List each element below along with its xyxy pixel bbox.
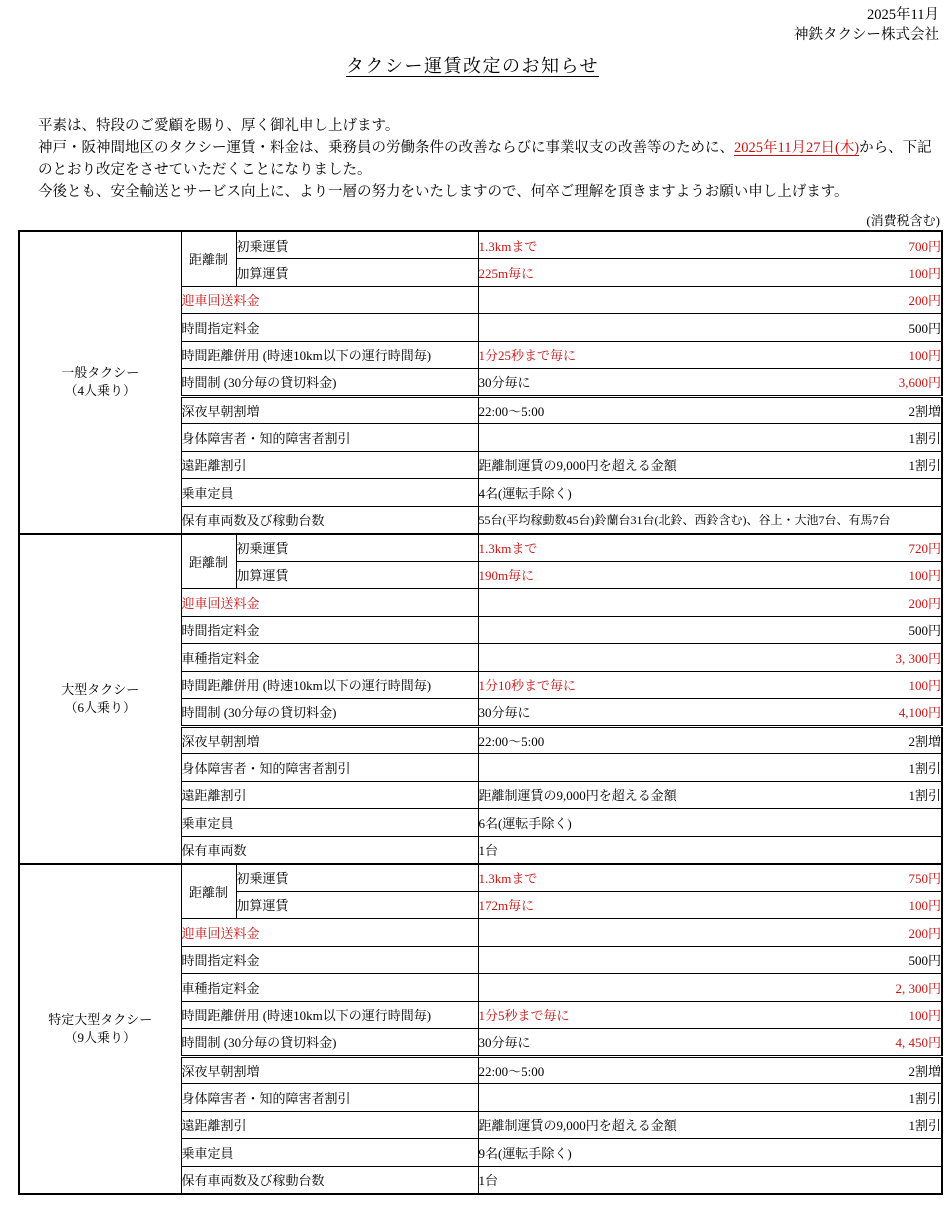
fare-item-cell: 保有車両数及び稼動台数 [181,506,478,534]
fare-value-cell [478,534,942,562]
fare-amount-text: 1割引 [908,760,941,776]
fare-value-wrap [479,978,942,997]
document-header [0,0,945,45]
fare-value-cell [478,1111,942,1139]
fare-item-cell: 遠距離割引 [181,451,478,479]
fare-condition-text: 172m毎に [478,898,535,914]
fare-item-cell: 迎車回送料金 [181,286,478,314]
company-name: 神鉄タクシー株式会社 [794,27,939,43]
fare-value-cell [478,974,942,1002]
section-category: 一般タクシー [61,365,140,381]
fare-item-cell: 保有車両数 [181,836,478,864]
fare-condition-text: 22:00～5:00 [478,403,545,419]
fare-item-cell: 時間制 (30分毎の貸切料金) [181,369,478,397]
fare-row [19,231,942,259]
fare-item-cell: 乗車定員 [181,1139,478,1167]
fare-value-wrap [479,813,942,832]
fare-item-cell: 時間指定料金 [181,946,478,974]
fare-value-wrap [479,620,942,639]
intro-paragraph [38,115,939,203]
fare-condition-text: 1台 [478,1173,499,1188]
fare-condition-text: 30分毎に [478,375,531,391]
fare-amount-text: 1割引 [908,1118,941,1134]
fare-condition-text: 30分毎に [478,1035,531,1051]
fare-item-cell: 深夜早朝割増 [181,396,478,424]
fare-value-cell [478,919,942,947]
fare-value-wrap [479,648,942,667]
fare-amount-text: 1割引 [908,1090,941,1106]
fare-item-cell: 車種指定料金 [181,644,478,672]
fare-condition-text: 1.3kmまで [478,238,538,254]
fare-value-cell [478,286,942,314]
fare-amount-text: 500円 [908,320,941,336]
fare-value-wrap [479,538,942,557]
section-label-cell [19,534,181,864]
fare-amount-text: 100円 [908,1008,941,1024]
fare-value-wrap [479,318,942,337]
fare-amount-text: 500円 [908,623,941,639]
fare-value-wrap [479,593,942,612]
fare-value-wrap [479,731,942,750]
fare-value-cell [478,1139,942,1167]
intro-line2-prefix: 神戸・阪神間地区のタクシー運賃・料金は、乗務員の労働条件の改善ならびに事業収支の改善等のために、 [38,140,734,156]
fare-amount-text: 750円 [908,871,941,886]
page-title [0,52,945,78]
fare-value-wrap [479,428,942,447]
fare-amount-text: 200円 [908,293,941,309]
fare-amount-text: 3,600円 [898,375,941,391]
fare-item-cell: 身体障害者・知的障害者割引 [181,1084,478,1112]
fare-value-cell [478,754,942,782]
fare-value-wrap [479,950,942,969]
fare-value-cell [478,1084,942,1112]
fare-amount-text: 3, 300円 [895,650,941,666]
fare-amount-text: 1割引 [908,458,941,474]
fare-value-wrap [479,702,942,721]
fare-value-wrap [479,1170,942,1189]
fare-value-wrap [479,565,942,584]
fare-condition-text: 22:00～5:00 [478,1063,545,1079]
fare-basis-cell: 距離制 [181,231,236,286]
fare-value-wrap [479,455,942,474]
fare-value-cell [478,836,942,864]
fare-value-wrap [479,1115,942,1134]
fare-amount-text: 2, 300円 [895,980,941,996]
fare-condition-text: 距離制運賃の9,000円を超える金額 [478,1118,677,1134]
fare-value-cell [478,589,942,617]
fare-value-wrap [479,785,942,804]
fare-row [19,864,942,892]
section-capacity: （9人乗り） [64,1029,136,1045]
fare-value-cell [478,506,942,534]
fare-item-cell: 身体障害者・知的障害者割引 [181,424,478,452]
fare-value-cell [478,479,942,507]
fare-condition-text: 1分10秒まで毎に [478,678,577,694]
fare-condition-text: 1台 [478,843,499,858]
fare-condition-text: 1.3kmまで [478,541,538,556]
fare-item-cell: 遠距離割引 [181,1111,478,1139]
fare-amount-text: 500円 [908,953,941,969]
fare-amount-text: 200円 [908,595,941,611]
fare-condition-text: 6名(運転手除く) [478,815,572,831]
fare-condition-text: 4名(運転手除く) [478,485,572,501]
fare-value-cell [478,341,942,369]
intro-line-1: 平素は、特段のご愛顧を賜り、厚く御礼申し上げます。 [38,118,400,134]
fare-value-wrap [479,1061,942,1080]
fare-value-cell [478,671,942,699]
fare-item-cell: 深夜早朝割増 [181,726,478,754]
fare-item-cell: 初乗運賃 [236,534,478,562]
fare-value-wrap [479,345,942,364]
fare-value-cell [478,314,942,342]
fare-value-cell [478,726,942,754]
fare-value-cell [478,451,942,479]
fare-value-wrap [479,483,942,502]
fare-amount-text: 100円 [908,898,941,914]
fare-value-cell [478,699,942,727]
fare-item-cell: 初乗運賃 [236,864,478,892]
section-label-cell [19,231,181,534]
fare-value-cell [478,396,942,424]
fare-amount-text: 720円 [908,541,941,556]
fare-item-cell: 時間距離併用 (時速10km以下の運行時間毎) [181,341,478,369]
fare-value-wrap [479,840,942,859]
fare-value-wrap [479,401,942,420]
fare-amount-text: 2割増 [908,1063,941,1079]
fare-value-cell [478,891,942,919]
fare-amount-text: 1割引 [908,788,941,804]
fare-value-wrap [479,868,942,887]
fare-item-cell: 時間指定料金 [181,314,478,342]
fare-value-wrap [479,1143,942,1162]
fare-value-wrap [479,290,942,309]
fare-item-cell: 時間制 (30分毎の貸切料金) [181,1029,478,1057]
fare-value-wrap [479,372,942,391]
fare-value-cell [478,369,942,397]
fare-value-cell [478,1001,942,1029]
fare-value-wrap [479,675,942,694]
page-title-text: タクシー運賃改定のお知らせ [346,56,599,76]
fare-condition-text: 30分毎に [478,705,531,721]
fare-condition-text: 1分5秒まで毎に [478,1008,570,1024]
fare-item-cell: 車種指定料金 [181,974,478,1002]
fare-amount-text: 4,100円 [898,705,941,721]
fare-value-wrap [479,511,942,528]
fare-row [19,534,942,562]
effective-date-highlight: 2025年11月27日(木) [734,140,860,156]
fare-amount-text: 100円 [908,568,941,584]
fare-value-wrap [479,1088,942,1107]
fare-basis-cell: 距離制 [181,864,236,919]
fare-condition-text: 1.3kmまで [478,871,538,886]
fare-condition-text: 190m毎に [478,568,535,584]
fare-item-cell: 深夜早朝割増 [181,1056,478,1084]
fare-item-cell: 遠距離割引 [181,781,478,809]
fare-item-cell: 乗車定員 [181,809,478,837]
fare-value-cell [478,1029,942,1057]
fare-value-cell [478,1166,942,1194]
fare-value-cell [478,781,942,809]
fare-value-wrap [479,263,942,282]
fare-value-cell [478,616,942,644]
fare-value-cell [478,1056,942,1084]
fare-amount-text: 100円 [908,265,941,281]
fare-condition-text: 225m毎に [478,265,535,281]
fare-amount-text: 700円 [908,238,941,254]
fare-amount-text: 200円 [908,925,941,941]
section-capacity: （6人乗り） [64,699,136,715]
fare-item-cell: 加算運賃 [236,891,478,919]
fare-value-wrap [479,236,942,255]
doc-date: 2025年11月 [867,7,939,23]
fare-value-wrap [479,1005,942,1024]
fare-condition-text: 9名(運転手除く) [478,1145,572,1161]
section-category: 大型タクシー [61,681,140,697]
fare-condition-text: 22:00～5:00 [478,733,545,749]
fare-value-cell [478,644,942,672]
section-label-cell [19,864,181,1194]
fare-condition-text: 55台(平均稼動数45台)鈴蘭台31台(北鈴、西鈴含む)、谷上・大池7台、有馬7台 [478,513,891,527]
tax-included-note: (消費税含む) [866,213,940,228]
fare-condition-text: 1分25秒まで毎に [478,348,577,364]
fare-item-cell: 加算運賃 [236,561,478,589]
fare-item-cell: 保有車両数及び稼動台数 [181,1166,478,1194]
fare-item-cell: 迎車回送料金 [181,919,478,947]
section-capacity: （4人乗り） [64,383,136,399]
fare-amount-text: 100円 [908,678,941,694]
fare-value-wrap [479,758,942,777]
fare-value-wrap [479,1032,942,1051]
fare-value-wrap [479,895,942,914]
fare-value-cell [478,231,942,259]
fare-item-cell: 初乗運賃 [236,231,478,259]
fare-table-body [19,231,942,1194]
fare-item-cell: 加算運賃 [236,259,478,287]
intro-line-3: 今後とも、安全輸送とサービス向上に、より一層の努力をいたしますので、何卒ご理解を頂きますようお願い申し上げます。 [38,184,849,200]
fare-item-cell: 時間距離併用 (時速10km以下の運行時間毎) [181,1001,478,1029]
fare-item-cell: 迎車回送料金 [181,589,478,617]
fare-value-wrap [479,923,942,942]
fare-amount-text: 2割増 [908,403,941,419]
fare-condition-text: 距離制運賃の9,000円を超える金額 [478,788,677,804]
fare-value-cell [478,259,942,287]
fare-table [18,230,943,1195]
fare-value-cell [478,946,942,974]
fare-amount-text: 4, 450円 [895,1035,941,1051]
fare-value-cell [478,561,942,589]
intro-line-2 [38,137,939,181]
fare-value-cell [478,864,942,892]
section-category: 特定大型タクシー [48,1011,153,1027]
fare-item-cell: 乗車定員 [181,479,478,507]
fare-value-cell [478,809,942,837]
fare-item-cell: 時間距離併用 (時速10km以下の運行時間毎) [181,671,478,699]
fare-condition-text: 距離制運賃の9,000円を超える金額 [478,458,677,474]
fare-amount-text: 100円 [908,348,941,364]
fare-basis-cell: 距離制 [181,534,236,589]
fare-item-cell: 時間指定料金 [181,616,478,644]
fare-item-cell: 身体障害者・知的障害者割引 [181,754,478,782]
intro-line2-suffix: から、下記のとおり改定をさせていただくことになりました。 [38,140,932,178]
fare-amount-text: 2割増 [908,733,941,749]
fare-value-cell [478,424,942,452]
fare-amount-text: 1割引 [908,430,941,446]
fare-item-cell: 時間制 (30分毎の貸切料金) [181,699,478,727]
